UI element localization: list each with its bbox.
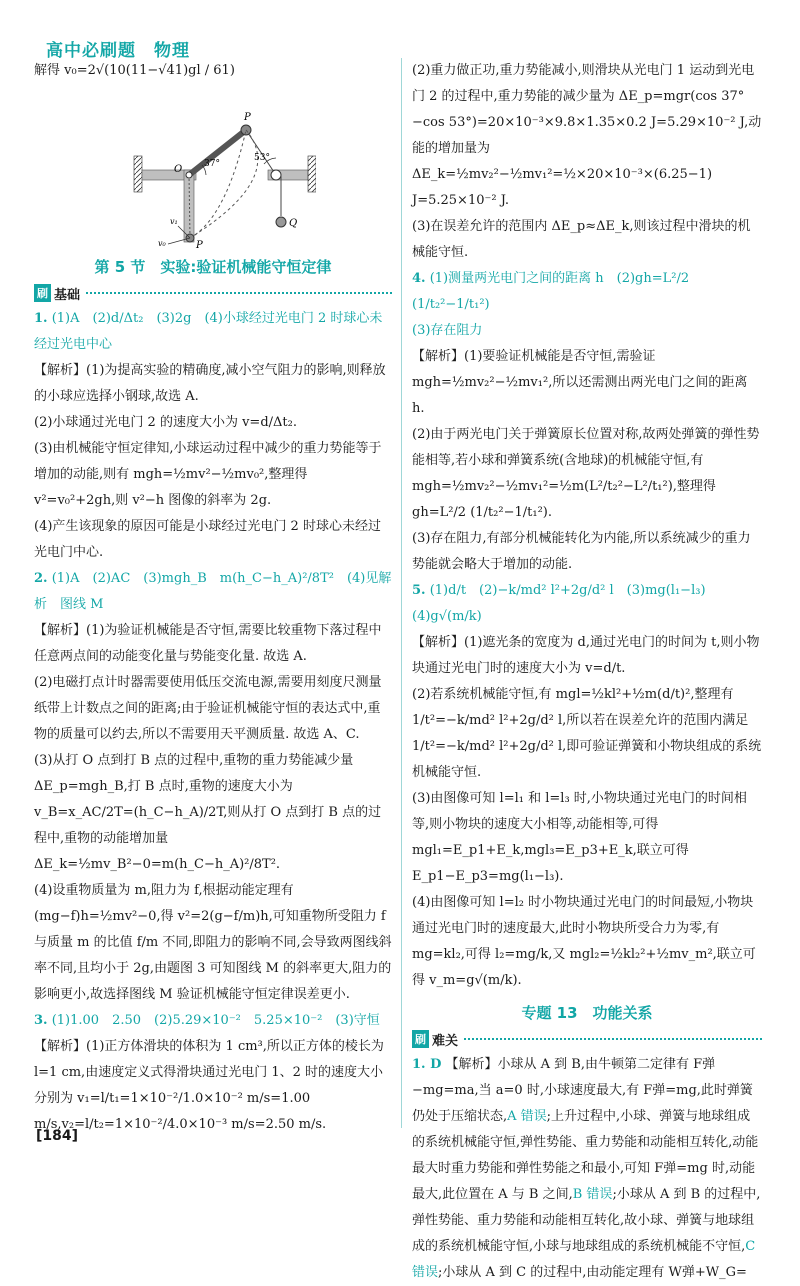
label-P-bottom: P — [196, 240, 203, 248]
section-title-5: 第 5 节 实验:验证机械能守恒定律 — [94, 258, 332, 276]
paragraph-text: (2)电磁打点计时器需要使用低压交流电源,需要用刻度尺测量纸带上计数点之间的距离;由于验证机械能守恒的表达式中,重物的质量可以约去,所以不需要用天平测质量. 故选 A、C. — [34, 675, 382, 742]
paragraph — [412, 214, 762, 266]
paragraph — [34, 566, 392, 618]
page-header: 高中必刷题 物理 — [46, 41, 190, 61]
paragraph-text: (2)小球通过光电门 2 的速度大小为 v=d/Δt₂. — [34, 415, 297, 430]
paragraph — [34, 306, 392, 358]
band-label: 基础 — [54, 287, 81, 303]
label-37: 37° — [204, 159, 220, 169]
label-v0: v₀ — [158, 239, 166, 248]
paragraph — [412, 422, 762, 526]
paragraph-text: 【解析】(1)为提高实验的精确度,减小空气阻力的影响,则释放的小球应选择小钢球,故选 A. — [34, 363, 386, 404]
band-dots — [464, 1038, 762, 1040]
paragraph — [34, 436, 392, 514]
label-P-top: P — [244, 112, 251, 123]
option-verdict: C 错误 — [412, 1239, 756, 1280]
label-53: 53° — [254, 153, 270, 163]
right-paragraphs-b — [412, 1052, 762, 1286]
pulley-figure — [126, 88, 316, 248]
paragraph — [34, 1034, 392, 1138]
question-number: 4. — [412, 271, 426, 286]
paragraph — [412, 578, 762, 630]
question-number: 2. — [34, 571, 48, 586]
paragraph-text: ;小球从 A 到 C 的过程中,由动能定理有 W弹+W_G= — [438, 1265, 747, 1280]
pulley-diagram — [126, 88, 316, 248]
paragraph-text: (2)由于两光电门关于弹簧原长位置对称,故两处弹簧的弹性势能相等,若小球和弹簧系统(含地球)的机械能守恒,有 mgh=½mv₂²−½mv₁²=½m(L²/t₂²−L²/t₁²),整理得 gh=L²/2 (1/t₂²−1/t₁²). — [412, 427, 760, 520]
solve-line: 解得 v₀=2√(10(11−√41)gl / 61) — [34, 63, 235, 78]
paragraph — [34, 514, 392, 566]
band-dots — [86, 292, 392, 294]
paragraph-text: (4)设重物质量为 m,阻力为 f,根据动能定理有(mg−f)h=½mv²−0,得 v²=2(g−f/m)h,可知重物所受阻力 f 与质量 m 的比值 f/m 不同,即阻力的影响不同,会导致两图线斜率不同,且均小于 2g,由题图 3 可知图线 M 的斜率更大,阻力的影响更小,故选择图线 M 验证机械能守恒定律误差更小. — [34, 883, 392, 1002]
paragraph-text: ;小球从 A 到 B 的过程中,弹性势能、重力势能和动能相互转化,故小球、弹簧与地球组成的系统机械能守恒,小球与地球组成的系统机械能不守恒, — [412, 1187, 761, 1254]
paragraph-text: (2)若系统机械能守恒,有 mgl=½kl²+½m(d/t)²,整理有 1/t²=−k/md² l²+2g/d² l,所以若在误差允许的范围内满足 1/t²=−k/md² l²+2g/d² l,即可验证弹簧和小物块组成的系统机械能守恒. — [412, 687, 762, 780]
paragraph-text: (1)A (2)AC (3)mgh_B m(h_C−h_A)²/8T² (4)见解析 图线 M — [34, 571, 392, 612]
paragraph — [412, 1052, 762, 1286]
band-hard — [412, 1028, 762, 1050]
label-v1: v₁ — [170, 217, 178, 226]
paragraph-text: (3)由图像可知 l=l₁ 和 l=l₃ 时,小物块通过光电门的时间相等,则小物块的速度大小相等,动能相等,可得 mgl₁=E_p1+E_k,mgl₃=E_p3+E_k,联立可得 E_p1−E_p3=mg(l₁−l₃). — [412, 791, 747, 884]
paragraph-text: (1)d/t (2)−k/md² l²+2g/d² l (3)mg(l₁−l₃) (4)g√(m/k) — [412, 583, 719, 624]
paragraph-text: (4)产生该现象的原因可能是小球经过光电门 2 时球心未经过光电门中心. — [34, 519, 381, 560]
paragraph-text: (1)A (2)d/Δt₂ (3)2g (4)小球经过光电门 2 时球心未经过光电中心 — [34, 311, 383, 352]
band-icon: 刷 — [34, 284, 51, 302]
paragraph — [412, 58, 762, 214]
weight-Q — [276, 217, 286, 227]
paragraph — [412, 786, 762, 890]
paragraph-text: 【解析】(1)正方体滑块的体积为 1 cm³,所以正方体的棱长为 l=1 cm,由速度定义式得滑块通过光电门 1、2 时的速度大小分别为 v₁=l/t₁=1×10⁻²/1.0×10⁻² m/s=1.00 m/s,v₂=l/t₂=1×10⁻²/4.0×10⁻³ m/s=2.50 m/s. — [34, 1039, 384, 1132]
question-number: 5. — [412, 583, 426, 598]
left-paragraphs — [34, 306, 392, 1138]
pulley — [271, 170, 281, 180]
section-title-13: 专题 13 功能关系 — [521, 1004, 653, 1022]
paragraph-text: (3)由机械能守恒定律知,小球运动过程中减少的重力势能等于增加的动能,则有 mgh=½mv²−½mv₀²,整理得 v²=v₀²+2gh,则 v²−h 图像的斜率为 2g. — [34, 441, 382, 508]
paragraph-text: (3)在误差允许的范围内 ΔE_p≈ΔE_k,则该过程中滑块的机械能守恒. — [412, 219, 751, 260]
paragraph-text: 【解析】(1)要验证机械能是否守恒,需验证 mgh=½mv₂²−½mv₁²,所以还需测出两光电门之间的距离 h. — [412, 349, 748, 416]
label-Q: Q — [289, 218, 298, 229]
question-number: 1. — [34, 311, 48, 326]
column-divider — [401, 58, 402, 1128]
paragraph — [34, 1008, 392, 1034]
paragraph-text: (3)从打 O 点到打 B 点的过程中,重物的重力势能减少量 ΔE_p=mgh_B,打 B 点时,重物的速度大小为 v_B=x_AC/2T=(h_C−h_A)/2T,则从打 O 点到打 B 点的过程中,重物的动能增加量 ΔE_k=½mv_B²−0=m(h_C−h_A)²/8T². — [34, 753, 382, 872]
paragraph — [34, 670, 392, 748]
paragraph — [412, 890, 762, 994]
paragraph-text: (4)由图像可知 l=l₂ 时小物块通过光电门的时间最短,小物块通过光电门时的速度最大,此时小物块所受合力为零,有 mg=kl₂,可得 l₂=mg/k,又 mgl₂=½kl₂²+½mv_m²,联立可得 v_m=g√(m/k). — [412, 895, 756, 988]
question-number: 1. D — [412, 1057, 442, 1072]
paragraph-text: (2)重力做正功,重力势能减小,则滑块从光电门 1 运动到光电门 2 的过程中,重力势能的减少量为 ΔE_p=mgr(cos 37°−cos 53°)=20×10⁻³×9.8×1.35×0.2 J=5.29×10⁻² J,动能的增加量为 ΔE_k=½mv₂²−½mv₁²=½×20×10⁻³×(6.25−1) J=5.25×10⁻² J. — [412, 63, 762, 208]
paragraph — [412, 630, 762, 682]
paragraph — [34, 358, 392, 410]
paragraph-text: (1)1.00 2.50 (2)5.29×10⁻² 5.25×10⁻² (3)守恒 — [51, 1013, 380, 1028]
page-number: [184] — [36, 1128, 79, 1144]
paragraph-text: (3)存在阻力,有部分机械能转化为内能,所以系统减少的重力势能就会略大于增加的动能. — [412, 531, 751, 572]
paragraph — [34, 878, 392, 1008]
paragraph-text: (3)存在阻力 — [412, 323, 483, 338]
paragraph — [412, 526, 762, 578]
band-icon: 刷 — [412, 1030, 429, 1048]
paragraph-text: 【解析】(1)为验证机械能是否守恒,需要比较重物下落过程中任意两点间的动能变化量与势能变化量. 故选 A. — [34, 623, 382, 664]
right-column — [412, 58, 762, 1286]
paragraph — [412, 682, 762, 786]
left-wall — [134, 156, 142, 192]
option-verdict: B 错误 — [572, 1187, 613, 1202]
question-number: 3. — [34, 1013, 48, 1028]
option-verdict: A 错误 — [507, 1109, 547, 1124]
paragraph — [412, 318, 762, 344]
paragraph-text: 【解析】小球从 A 到 B,由牛顿第二定律有 F弹−mg=ma,当 a=0 时,小球速度最大,有 F弹=mg,此时弹簧仍处于压缩状态, — [412, 1057, 753, 1124]
paragraph-text: 【解析】(1)遮光条的宽度为 d,通过光电门的时间为 t,则小物块通过光电门时的速度大小为 v=d/t. — [412, 635, 760, 676]
paragraph — [34, 748, 392, 878]
left-column — [34, 58, 392, 1138]
band-label: 难关 — [432, 1033, 459, 1049]
band-basic — [34, 282, 392, 304]
paragraph-text: ;上升过程中,小球、弹簧与地球组成的系统机械能守恒,弹性势能、重力势能和动能相互转化,动能最大时重力势能和弹性势能之和最小,可知 F弹=mg 时,动能最大,此位置在 A 与 B 之间, — [412, 1109, 759, 1202]
paragraph — [34, 618, 392, 670]
paragraph — [412, 266, 762, 318]
label-O: O — [174, 164, 183, 175]
right-wall — [308, 156, 316, 192]
paragraph — [412, 344, 762, 422]
paragraph-text: (1)测量两光电门之间的距离 h (2)gh=L²/2 (1/t₂²−1/t₁²) — [412, 271, 690, 312]
right-paragraphs-a — [412, 58, 762, 994]
paragraph — [34, 410, 392, 436]
